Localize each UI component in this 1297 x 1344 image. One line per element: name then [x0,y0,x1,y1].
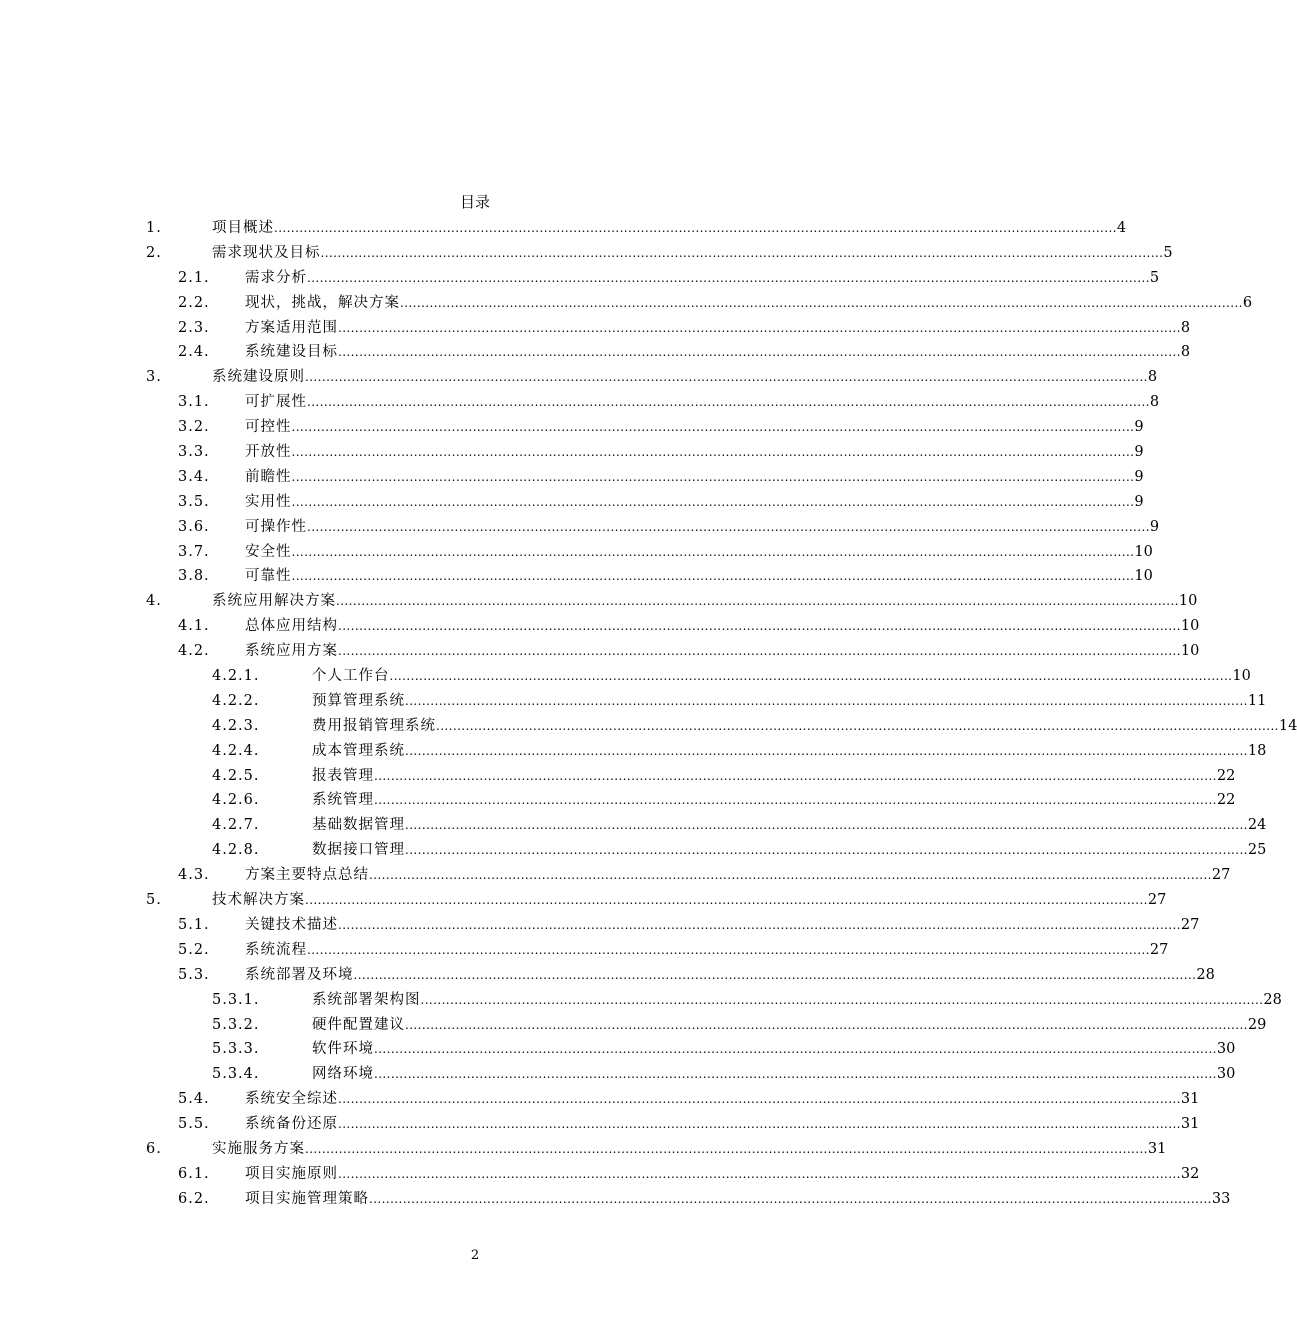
toc-entry-page: 9 [1149,518,1160,535]
toc-entry-number: 6.1. [178,1165,210,1182]
toc-entry-number: 5.3.1. [212,991,260,1008]
dot-leader: ........................................................................................................................................................................................................ [374,768,1217,783]
dot-leader: ........................................................................................................................................................................................................ [274,221,1117,235]
toc-entry-line [245,1112,1200,1137]
toc-entry-page: 33 [1211,1190,1231,1207]
toc-entry-number: 5.3.3. [212,1041,260,1058]
toc-entry-line [312,1062,1236,1087]
toc-entry-page: 18 [1247,742,1267,759]
toc-entry[interactable] [0,714,1297,739]
dot-leader: ........................................................................................................................................................................................................ [338,917,1181,932]
toc-entry-page: 5 [1163,244,1173,261]
toc-entry-page: 32 [1180,1165,1200,1182]
toc-entry-page: 4 [1116,220,1127,236]
toc-entry[interactable] [0,614,1200,639]
toc-entry-label: 费用报销管理系统 [312,717,436,734]
dot-leader: ........................................................................................................................................................................................................ [307,395,1150,410]
toc-entry-label: 方案适用范围 [245,319,338,336]
dot-leader: ........................................................................................................................................................................................................ [291,544,1135,559]
toc-entry-page: 8 [1149,394,1160,411]
dot-leader: ........................................................................................................................................................................................................ [374,1042,1217,1057]
toc-entry[interactable] [0,838,1267,863]
toc-entry-line [245,340,1191,365]
dot-leader: ........................................................................................................................................................................................................ [374,1067,1217,1082]
toc-entry-page: 10 [1180,618,1200,635]
toc-entry-label: 开放性 [245,444,292,461]
toc-entry[interactable] [0,440,1144,465]
toc-entry[interactable] [0,340,1191,365]
page-number: 2 [470,1248,480,1263]
dot-leader: ........................................................................................................................................................................................................ [291,569,1135,584]
dot-leader: ........................................................................................................................................................................................................ [305,893,1148,908]
toc-entry-label: 前瞻性 [245,468,292,485]
toc-entry-number: 3.6. [178,518,210,535]
toc-entry[interactable] [0,390,1160,415]
toc-entry[interactable] [0,788,1236,813]
toc-entry-number: 4.2.8. [212,842,260,859]
toc-entry-page: 30 [1216,1066,1236,1083]
toc-entry[interactable] [0,813,1267,838]
toc-entry-label: 系统流程 [245,941,307,958]
toc-entry-number: 5.5. [178,1116,210,1133]
toc-entry-number: 4.2.7. [212,817,260,834]
dot-leader: ........................................................................................................................................................................................................ [338,1166,1181,1181]
toc-entry-line [312,1037,1236,1062]
toc-entry-label: 成本管理系统 [312,742,405,759]
toc-entry-label: 技术解决方案 [212,892,305,909]
dot-leader: ........................................................................................................................................................................................................ [320,245,1164,260]
toc-entry-page: 28 [1196,966,1215,983]
toc-entry[interactable] [0,988,1282,1013]
dot-leader: ........................................................................................................................................................................................................ [338,1117,1181,1132]
toc-entry[interactable] [0,913,1200,938]
dot-leader: ........................................................................................................................................................................................................ [374,793,1217,808]
toc-entry[interactable] [0,764,1236,789]
toc-entry-number: 2.3. [178,319,210,336]
toc-entry-label: 现状，挑战，解决方案 [245,294,400,311]
toc-entry-page: 28 [1263,991,1282,1008]
toc-entry-page: 14 [1278,717,1297,734]
toc-entry-page: 6 [1242,294,1253,311]
dot-leader: ........................................................................................................................................................................................................ [405,743,1248,758]
toc-entry-number: 5.2. [178,941,210,958]
toc-entry[interactable] [0,1062,1236,1087]
toc-entry-number: 3.7. [178,543,210,560]
toc-entry-page: 31 [1180,1091,1200,1108]
toc-entry-line [245,1162,1200,1187]
toc-entry-number: 4.2.1. [212,668,260,685]
toc-entry-page: 31 [1147,1140,1167,1157]
dot-leader: ........................................................................................................................................................................................................ [369,1191,1212,1206]
toc-entry[interactable] [0,1137,1167,1162]
toc-entry-page: 11 [1247,692,1267,709]
dot-leader: ........................................................................................................................................................................................................ [369,868,1212,883]
dot-leader: ........................................................................................................................................................................................................ [291,445,1135,460]
toc-entry[interactable] [0,291,1253,316]
toc-entry-label: 系统应用解决方案 [212,593,336,610]
toc-entry-line [212,365,1158,390]
toc-entry-number: 4. [146,593,162,610]
toc-entry-label: 数据接口管理 [312,842,405,859]
toc-entry-page: 8 [1180,319,1191,336]
toc-entry-line [212,1137,1167,1162]
toc-entry-number: 4.3. [178,867,210,884]
toc-entry-number: 5.4. [178,1091,210,1108]
dot-leader: ........................................................................................................................................................................................................ [405,693,1248,708]
toc-entry[interactable] [0,316,1191,341]
toc-entry-line [212,216,1127,241]
toc-entry-page: 9 [1134,468,1144,485]
toc-entry-label: 系统部署架构图 [312,991,421,1008]
toc-entry-line [245,863,1231,888]
toc-entry-number: 3.2. [178,419,210,436]
toc-entry-label: 硬件配置建议 [312,1016,405,1033]
toc-entry-number: 4.2.5. [212,767,260,784]
toc-entry-line [312,664,1251,689]
toc-entry[interactable] [0,515,1160,540]
toc-entry-page: 31 [1180,1116,1200,1133]
toc-entry[interactable] [0,216,1127,241]
toc-entry[interactable] [0,564,1153,589]
dot-leader: ........................................................................................................................................................................................................ [305,370,1148,385]
toc-entry-line [312,1013,1267,1038]
toc-entry[interactable] [0,490,1144,515]
toc-entry-line [245,913,1200,938]
toc-entry-page: 9 [1134,493,1144,510]
toc-entry-label: 项目概述 [212,220,274,236]
toc-entry-page: 24 [1247,817,1267,834]
toc-entry-label: 总体应用结构 [245,618,338,635]
toc-entry[interactable] [0,1037,1236,1062]
toc-entry-number: 3.3. [178,444,210,461]
toc-entry-number: 1. [146,220,162,236]
toc-entry-number: 3.5. [178,493,210,510]
toc-entry-page: 27 [1211,867,1231,884]
toc-entry-number: 6.2. [178,1190,210,1207]
toc-entry[interactable] [0,664,1251,689]
toc-entry-number: 3.4. [178,468,210,485]
dot-leader: ........................................................................................................................................................................................................ [338,619,1181,634]
toc-entry-number: 5.3.2. [212,1016,260,1033]
toc-entry-label: 个人工作台 [312,668,390,685]
toc-entry-label: 可控性 [245,419,292,436]
toc-entry-label: 实施服务方案 [212,1140,305,1157]
toc-entry-line [245,440,1144,465]
toc-title: 目录 [459,193,490,211]
toc-entry-label: 安全性 [245,543,292,560]
toc-entry-page: 22 [1216,792,1236,809]
toc-entry-page: 30 [1216,1041,1236,1058]
toc-entry-number: 4.2.4. [212,742,260,759]
toc-entry-label: 实用性 [245,493,292,510]
toc-entry-page: 27 [1149,941,1169,958]
toc-entry-page: 8 [1180,344,1191,361]
toc-entry-line [245,614,1200,639]
toc-entry-label: 方案主要特点总结 [245,867,369,884]
toc-entry[interactable] [0,639,1200,664]
toc-entry-number: 5.3.4. [212,1066,260,1083]
dot-leader: ........................................................................................................................................................................................................ [338,345,1181,360]
toc-entry-number: 3. [146,369,162,386]
toc-entry-line [245,564,1153,589]
toc-entry-number: 6. [146,1140,162,1157]
toc-entry-number: 4.2.3. [212,717,260,734]
toc-entry[interactable] [0,863,1231,888]
toc-entry-page: 29 [1247,1016,1267,1033]
toc-entry[interactable] [0,963,1215,988]
toc-entry[interactable] [0,365,1158,390]
dot-leader: ........................................................................................................................................................................................................ [338,1092,1181,1107]
toc-entry-number: 4.2.2. [212,692,260,709]
toc-entry-label: 系统部署及环境 [245,966,354,983]
toc-entry-page: 27 [1180,916,1200,933]
toc-entry-label: 可靠性 [245,568,292,585]
toc-entry-line [312,838,1267,863]
toc-entry-number: 2.2. [178,294,210,311]
toc-entry-label: 网络环境 [312,1066,374,1083]
toc-entry-label: 系统安全综述 [245,1091,338,1108]
toc-entry-label: 可操作性 [245,518,307,535]
toc-entry-page: 22 [1216,767,1236,784]
toc-entry-page: 10 [1178,593,1198,610]
toc-entry-line [212,888,1167,913]
toc-entry-line [245,490,1144,515]
dot-leader: ........................................................................................................................................................................................................ [307,519,1150,534]
toc-entry-page: 8 [1147,369,1158,386]
toc-entry-line [245,291,1253,316]
dot-leader: ........................................................................................................................................................................................................ [338,644,1181,659]
toc-entry-label: 软件环境 [312,1041,374,1058]
toc-entry-line [312,988,1282,1013]
dot-leader: ........................................................................................................................................................................................................ [389,669,1233,684]
toc-entry[interactable] [0,1187,1231,1212]
toc-entry-page: 5 [1149,269,1160,286]
toc-entry[interactable] [0,1013,1267,1038]
toc-entry-line [312,739,1267,764]
toc-entry-page: 25 [1247,842,1267,859]
dot-leader: ........................................................................................................................................................................................................ [291,469,1135,484]
toc-entry[interactable] [0,689,1267,714]
toc-entry-number: 4.2.6. [212,792,260,809]
toc-entry[interactable] [0,938,1169,963]
toc-entry-line [212,241,1173,266]
toc-entry-line [212,589,1198,614]
toc-entry-line [245,515,1160,540]
dot-leader: ........................................................................................................................................................................................................ [336,594,1179,609]
toc-entry-line [245,266,1160,291]
toc-entry-label: 系统备份还原 [245,1116,338,1133]
toc-entry-label: 项目实施原则 [245,1165,338,1182]
dot-leader: ........................................................................................................................................................................................................ [353,967,1197,982]
dot-leader: ........................................................................................................................................................................................................ [405,1017,1248,1032]
dot-leader: ........................................................................................................................................................................................................ [291,420,1135,435]
toc-entry[interactable] [0,1162,1200,1187]
toc-entry-number: 3.8. [178,568,210,585]
toc-entry-label: 预算管理系统 [312,692,405,709]
toc-entry[interactable] [0,888,1167,913]
toc-entry[interactable] [0,739,1267,764]
toc-entry-label: 需求分析 [245,269,307,286]
dot-leader: ........................................................................................................................................................................................................ [291,494,1135,509]
toc-entry-label: 系统应用方案 [245,643,338,660]
toc-entry-number: 2.1. [178,269,210,286]
toc-entry[interactable] [0,1087,1200,1112]
toc-entry-label: 项目实施管理策略 [245,1190,369,1207]
dot-leader: ........................................................................................................................................................................................................ [400,295,1243,310]
toc-entry[interactable] [0,540,1153,565]
dot-leader: ........................................................................................................................................................................................................ [305,1141,1148,1156]
toc-entry-label: 需求现状及目标 [212,244,321,261]
toc-entry-page: 9 [1134,444,1144,461]
toc-entry-line [312,714,1297,739]
toc-entry-line [245,1187,1231,1212]
toc-entry-label: 可扩展性 [245,394,307,411]
dot-leader: ........................................................................................................................................................................................................ [420,992,1264,1007]
toc-entry-page: 10 [1134,568,1153,585]
toc-entry-number: 4.2. [178,643,210,660]
toc-entry-label: 系统建设原则 [212,369,305,386]
toc-entry-line [245,540,1153,565]
table-of-contents [0,216,1297,1212]
toc-entry-label: 关键技术描述 [245,916,338,933]
dot-leader: ........................................................................................................................................................................................................ [307,942,1150,957]
toc-entry-number: 2. [146,244,162,261]
dot-leader: ........................................................................................................................................................................................................ [405,843,1248,858]
toc-entry-line [245,390,1160,415]
toc-entry-label: 系统建设目标 [245,344,338,361]
toc-entry-label: 基础数据管理 [312,817,405,834]
toc-entry[interactable] [0,465,1144,490]
dot-leader: ........................................................................................................................................................................................................ [307,270,1150,285]
toc-entry-label: 报表管理 [312,767,374,784]
toc-entry-page: 10 [1134,543,1153,560]
toc-entry-number: 2.4. [178,344,210,361]
toc-entry-page: 10 [1180,643,1200,660]
toc-entry[interactable] [0,415,1144,440]
toc-entry-line [245,938,1169,963]
toc-entry-line [245,316,1191,341]
toc-entry-line [245,639,1200,664]
toc-entry-page: 27 [1147,892,1167,909]
toc-entry-number: 5. [146,892,162,909]
toc-entry-line [245,1087,1200,1112]
toc-entry-number: 5.3. [178,966,210,983]
dot-leader: ........................................................................................................................................................................................................ [338,320,1181,335]
toc-entry-number: 5.1. [178,916,210,933]
toc-entry-number: 3.1. [178,394,210,411]
toc-entry-line [312,788,1236,813]
toc-entry[interactable] [0,589,1198,614]
toc-entry-page: 9 [1134,419,1144,436]
toc-entry-line [312,689,1267,714]
toc-entry-label: 系统管理 [312,792,374,809]
toc-entry-line [245,963,1215,988]
toc-entry-line [245,415,1144,440]
dot-leader: ........................................................................................................................................................................................................ [436,718,1279,733]
toc-entry[interactable] [0,1112,1200,1137]
toc-entry-number: 4.1. [178,618,210,635]
toc-entry-line [312,813,1267,838]
toc-entry-page: 10 [1232,668,1251,685]
toc-entry-line [312,764,1236,789]
toc-entry[interactable] [0,266,1160,291]
dot-leader: ........................................................................................................................................................................................................ [405,818,1248,833]
toc-entry-line [245,465,1144,490]
toc-entry[interactable] [0,241,1173,266]
